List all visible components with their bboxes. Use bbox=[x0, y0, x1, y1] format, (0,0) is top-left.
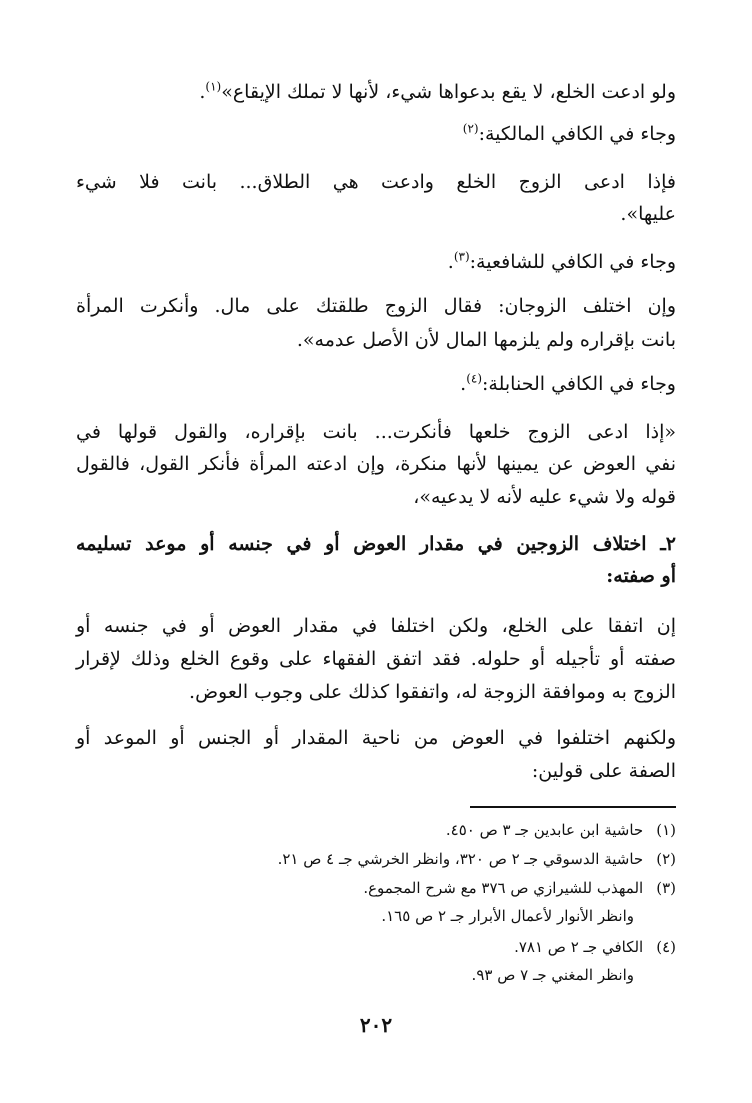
footnote-text: الكافي جـ ٢ ص ٧٨١. bbox=[514, 938, 644, 956]
footnote-number: (٤) bbox=[656, 938, 676, 956]
footnote-4-continuation: وانظر المغني جـ ٧ ص ٩٣. bbox=[471, 966, 634, 984]
body-line-1: ولو ادعت الخلع، لا يقع بدعواها شيء، لأنها لا تملك الإيقاع»$^{(١)}$. bbox=[199, 79, 676, 103]
footnote-ref-2: (٢) bbox=[462, 121, 479, 136]
body-line-9: «إذا ادعى الزوج خلعها فأنكرت... بانت بإقراره، والقول قولها في bbox=[76, 421, 676, 443]
page-number: ٢٠٢ bbox=[359, 1013, 393, 1037]
footnote-1 bbox=[446, 820, 676, 840]
section-heading-line-2: أو صفته: bbox=[606, 565, 676, 587]
footnote-ref-1: (١) bbox=[205, 79, 222, 94]
footnote-3-continuation: وانظر الأنوار لأعمال الأبرار جـ ٢ ص ١٦٥. bbox=[381, 907, 634, 925]
section-heading-line-1: ٢ـ اختلاف الزوجين في مقدار العوض أو في جنسه أو موعد تسليمه bbox=[76, 533, 676, 555]
body-line-12: إن اتفقا على الخلع، ولكن اختلفا في مقدار العوض أو في جنسه أو bbox=[76, 615, 676, 637]
footnote-number: (١) bbox=[656, 821, 676, 839]
footnote-number: (٣) bbox=[656, 879, 676, 897]
body-text: وجاء في الكافي المالكية: bbox=[478, 123, 676, 145]
footnote-2 bbox=[278, 849, 676, 869]
footnote-number: (٢) bbox=[656, 850, 676, 868]
body-line-14: الزوج به وموافقة الزوجة له، واتفقوا كذلك على وجوب العوض. bbox=[189, 681, 676, 703]
body-line-6: وإن اختلف الزوجان: فقال الزوج طلقتك على مال. وأنكرت المرأة bbox=[76, 295, 676, 317]
footnote-3 bbox=[363, 878, 676, 898]
body-text: وجاء في الكافي الحنابلة: bbox=[482, 373, 676, 395]
footnote-ref-3: (٣) bbox=[453, 249, 470, 264]
body-line-2 bbox=[463, 122, 676, 146]
body-line-3: فإذا ادعى الزوج الخلع وادعت هي الطلاق... بانت فلا شيء bbox=[76, 171, 676, 193]
body-line-16: الصفة على قولين: bbox=[531, 760, 676, 782]
footnote-text: المهذب للشيرازي ص ٣٧٦ مع شرح المجموع. bbox=[363, 879, 644, 897]
body-text: ولو ادعت الخلع، لا يقع بدعواها شيء، لأنها لا تملك الإيقاع» bbox=[221, 81, 676, 103]
footnote-4 bbox=[514, 937, 676, 957]
body-line-5: وجاء في الكافي للشافعية:$^{(٣)}$. bbox=[447, 249, 676, 273]
footnote-separator bbox=[470, 806, 676, 808]
footnote-text: حاشية الدسوقي جـ ٢ ص ٣٢٠، وانظر الخرشي جـ ٤ ص ٢١. bbox=[277, 850, 644, 868]
body-line-7: بانت بإقراره ولم يلزمها المال لأن الأصل عدمه». bbox=[296, 329, 676, 351]
body-line-8: وجاء في الكافي الحنابلة:$^{(٤)}$. bbox=[460, 371, 676, 395]
body-line-15: ولكنهم اختلفوا في العوض من ناحية المقدار أو الجنس أو الموعد أو bbox=[76, 727, 676, 749]
footnote-ref-4: (٤) bbox=[466, 371, 483, 386]
body-line-13: صفته أو تأجيله أو حلوله. فقد اتفق الفقهاء على وقوع الخلع وذلك لإقرار bbox=[76, 648, 676, 670]
body-line-10: نفي العوض عن يمينها لأنها منكرة، وإن ادعته المرأة فأنكر القول، فالقول bbox=[76, 453, 676, 475]
footnote-text: حاشية ابن عابدين جـ ٣ ص ٤٥٠. bbox=[445, 821, 644, 839]
body-line-4: عليها». bbox=[620, 203, 676, 225]
body-text: وجاء في الكافي للشافعية: bbox=[469, 251, 676, 273]
body-line-11: قوله ولا شيء عليه لأنه لا يدعيه»، bbox=[413, 486, 676, 508]
